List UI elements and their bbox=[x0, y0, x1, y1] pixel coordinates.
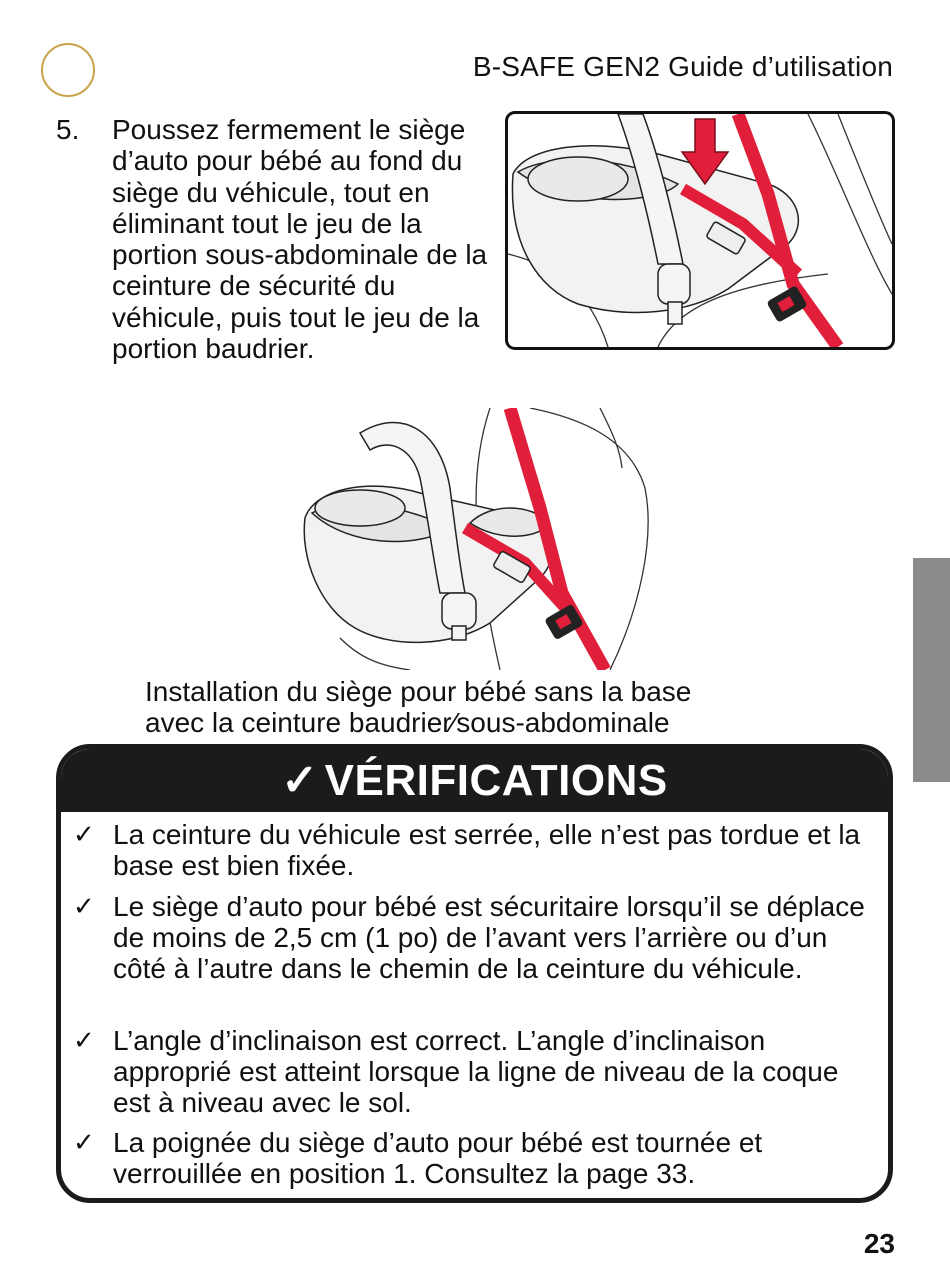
check-item-text: La poignée du siège d’auto pour bébé est tournée et verrouillée en position 1. Consultez la page 33. bbox=[113, 1127, 763, 1190]
chapter-side-tab bbox=[913, 558, 950, 782]
check-item-text: L’angle d’inclinaison est correct. L’angle d’inclinaison approprié est atteint lorsque la ligne de niveau de la coque est à niveau avec le sol. bbox=[113, 1025, 839, 1119]
checkmark-icon: ✓ bbox=[73, 1127, 95, 1157]
checkmark-icon: ✓ bbox=[73, 1025, 95, 1055]
caption-line-2: avec la ceinture baudrier⁄sous-abdominale bbox=[145, 707, 670, 738]
illustration-seat-installed bbox=[300, 408, 660, 670]
checkmark-icon: ✓ bbox=[73, 891, 95, 921]
check-item-text: La ceinture du véhicule est serrée, elle n’est pas tordue et la base est bien fixée. bbox=[113, 819, 861, 882]
infant-seat-push-illustration bbox=[508, 114, 892, 347]
verifications-header bbox=[61, 749, 888, 812]
checkmark-icon: ✓ bbox=[73, 819, 95, 849]
step-number: 5. bbox=[56, 114, 80, 145]
infant-seat-installed-illustration bbox=[300, 408, 660, 670]
caption-line-1: Installation du siège pour bébé sans la base bbox=[145, 676, 692, 707]
document-header-title: B-SAFE GEN2 Guide d’utilisation bbox=[472, 51, 893, 82]
page-number: 23 bbox=[863, 1228, 895, 1259]
figure-caption bbox=[145, 676, 845, 738]
checkmark-icon: ✓ bbox=[281, 756, 319, 805]
step-text: Poussez fermement le siège d’auto pour bébé au fond du siège du véhicule, tout en éliminant tout le jeu de la portion sous-abdominale de la ceinture de sécurité du véhicule, puis tout le jeu de la portion baudrier. bbox=[112, 114, 488, 365]
check-item-text: Le siège d’auto pour bébé est sécuritaire lorsqu’il se déplace de moins de 2,5 cm (1 po) de l’avant vers l’arrière ou d’un côté à l’autre dans le chemin de la ceinture du véhicule. bbox=[113, 891, 865, 985]
illustration-push-seat bbox=[505, 111, 895, 350]
verifications-title: VÉRIFICATIONS bbox=[324, 755, 668, 805]
chapter-circle-marker bbox=[41, 43, 95, 97]
verifications-box bbox=[56, 744, 893, 1203]
